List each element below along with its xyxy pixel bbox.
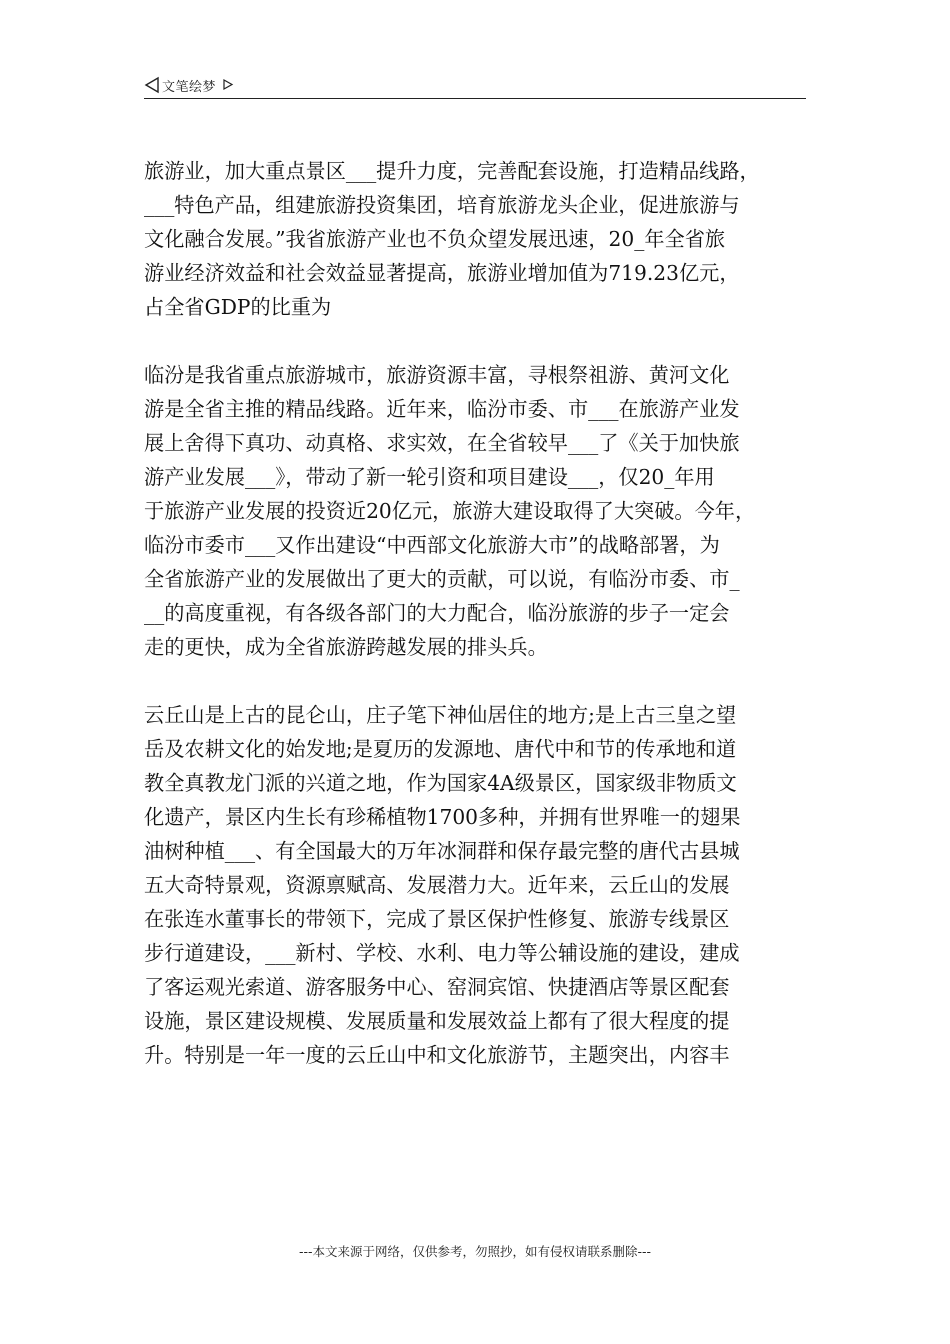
text-line: 岳及农耕文化的始发地;是夏历的发源地、唐代中和节的传承地和道 — [144, 737, 737, 761]
text-line: 文化融合发展。”我省旅游产业也不负众望发展迅速，20_年全省旅 — [144, 227, 726, 251]
text-line: 占全省GDP的比重为 — [144, 295, 332, 319]
text-line: 在张连水董事长的带领下，完成了景区保护性修复、旅游专线景区 — [144, 907, 730, 931]
text-line: 临汾市委市___又作出建设“中西部文化旅游大市”的战略部署，为 — [144, 533, 720, 557]
text-line: 教全真教龙门派的兴道之地，作为国家4A级景区，国家级非物质文 — [144, 771, 737, 795]
header-brand — [144, 74, 238, 96]
text-line: 设施，景区建设规模、发展质量和发展效益上都有了很大程度的提 — [144, 1009, 730, 1033]
text-line: 五大奇特景观，资源禀赋高、发展潜力大。近年来，云丘山的发展 — [144, 873, 730, 897]
paragraph-2 — [144, 358, 808, 664]
text-line: 油树种植___、有全国最大的万年冰洞群和保存最完整的唐代古县城 — [144, 839, 740, 863]
text-line: __的高度重视，有各级各部门的大力配合，临汾旅游的步子一定会 — [144, 601, 730, 625]
text-line: 于旅游产业发展的投资近20亿元，旅游大建设取得了大突破。今年， — [144, 499, 756, 523]
paragraph-3 — [144, 698, 808, 1072]
text-line: 化遗产，景区内生长有珍稀植物1700多种，并拥有世界唯一的翅果 — [144, 805, 741, 829]
text-line: 游产业发展___》，带动了新一轮引资和项目建设___，仅20_年用 — [144, 465, 715, 489]
text-line: ___特色产品，组建旅游投资集团，培育旅游龙头企业，促进旅游与 — [144, 193, 740, 217]
text-line: 临汾是我省重点旅游城市，旅游资源丰富，寻根祭祖游、黄河文化 — [144, 363, 730, 387]
text-line: 云丘山是上古的昆仑山，庄子笔下神仙居住的地方;是上古三皇之望 — [144, 703, 737, 727]
text-line: 游业经济效益和社会效益显著提高，旅游业增加值为719.23亿元， — [144, 261, 740, 285]
left-triangle-icon — [144, 76, 160, 94]
text-line: 步行道建设，___新村、学校、水利、电力等公辅设施的建设，建成 — [144, 941, 740, 965]
text-line: 走的更快，成为全省旅游跨越发展的排头兵。 — [144, 635, 548, 659]
header-title: 文笔绘梦 — [162, 79, 217, 95]
page-footer: ---本文来源于网络，仅供参考，勿照抄，如有侵权请联系删除--- — [298, 1244, 652, 1259]
text-line: 全省旅游产业的发展做出了更大的贡献，可以说，有临汾市委、市_ — [144, 567, 740, 591]
text-line: 展上舍得下真功、动真格、求实效，在全省较早___了《关于加快旅 — [144, 431, 740, 455]
page-header — [144, 74, 806, 99]
text-line: 旅游业，加大重点景区___提升力度，完善配套设施，打造精品线路， — [144, 159, 760, 183]
right-triangle-icon — [222, 76, 238, 94]
text-line: 升。特别是一年一度的云丘山中和文化旅游节，主题突出，内容丰 — [144, 1043, 730, 1067]
text-line: 了客运观光索道、游客服务中心、窑洞宾馆、快捷酒店等景区配套 — [144, 975, 730, 999]
text-line: 游是全省主推的精品线路。近年来，临汾市委、市___在旅游产业发 — [144, 397, 740, 421]
paragraph-1 — [144, 154, 808, 324]
document-body — [144, 154, 808, 1106]
